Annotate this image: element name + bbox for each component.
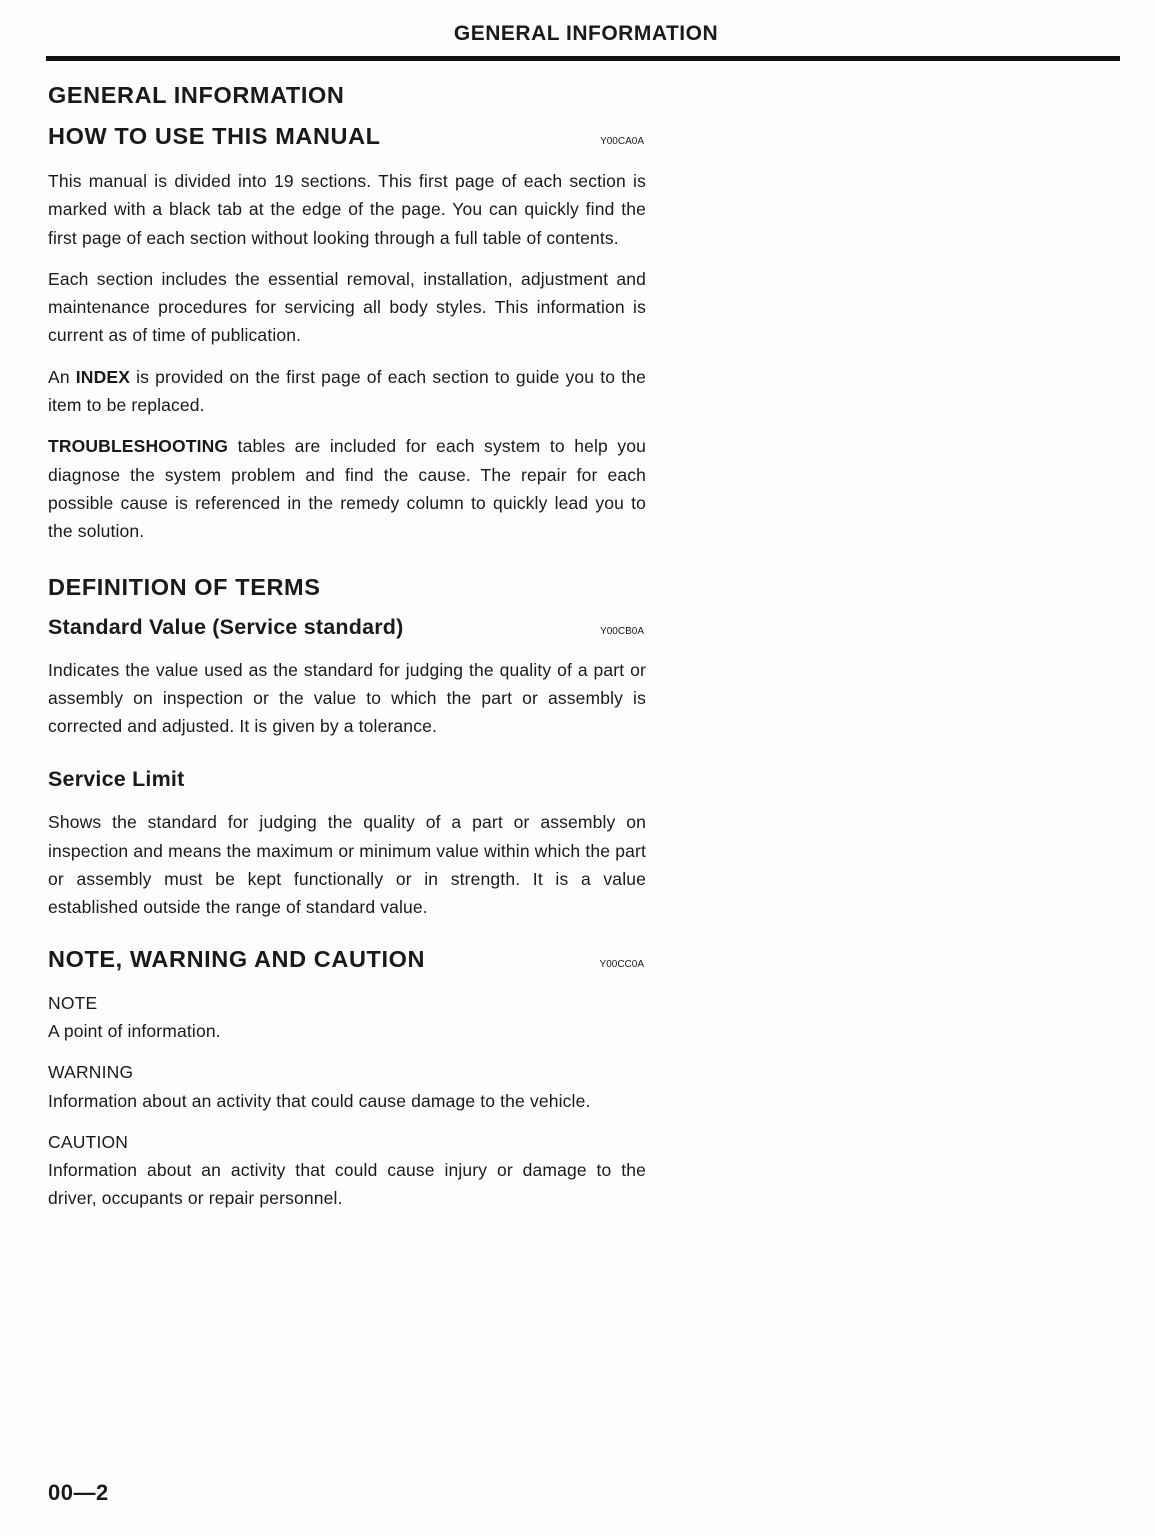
- standard-heading-row: [48, 615, 646, 640]
- troubleshooting-keyword: TROUBLESHOOTING: [48, 436, 229, 457]
- how-to-code: Y00CA0A: [600, 136, 644, 147]
- how-to-heading-row: [48, 123, 646, 150]
- standard-value-title: Standard Value (Service standard): [48, 614, 404, 639]
- note-text: A point of information.: [48, 1020, 221, 1041]
- caution-label: CAUTION: [48, 1131, 129, 1152]
- caution-text: Information about an activity that could cause injury or damage to the driver, occupants or repair personnel.: [48, 1160, 646, 1209]
- how-to-title: HOW TO USE THIS MANUAL: [48, 123, 381, 149]
- header-rule: [46, 56, 1120, 61]
- how-to-paragraph-2: Each section includes the essential removal, installation, adjustment and maintenance procedures for servicing all body styles. This information is current as of time of publication.: [48, 268, 646, 346]
- notes-title: NOTE, WARNING AND CAUTION: [48, 945, 426, 972]
- running-header: GENERAL INFORMATION: [453, 22, 719, 45]
- standard-value-text: Indicates the value used as the standard for judging the quality of a part or assembly on inspection or the value to which the part or assembly is corrected and adjusted. It is given by a tolerance.: [48, 659, 646, 737]
- notes-code: Y00CC0A: [599, 958, 644, 970]
- index-keyword: INDEX: [75, 366, 131, 387]
- note-label: NOTE: [48, 992, 98, 1013]
- how-to-paragraph-3: [48, 363, 646, 420]
- main-content: [48, 82, 646, 1213]
- definitions-title: DEFINITION OF TERMS: [48, 573, 321, 600]
- how-to-paragraph-4: [48, 432, 646, 545]
- index-rest: is provided on the first page of each section to guide you to the item to be replaced.: [48, 366, 646, 416]
- section-title: GENERAL INFORMATION: [48, 82, 345, 108]
- how-to-paragraph-1: This manual is divided into 19 sections. This first page of each section is marked with a black tab at the edge of the page. You can quickly find the first page of each section without looking through a full table of contents.: [48, 171, 646, 248]
- warning-label: WARNING: [48, 1062, 134, 1083]
- notes-heading-row: [48, 946, 646, 973]
- index-prefix: An: [48, 366, 76, 387]
- page-number: 00—2: [48, 1480, 109, 1505]
- warning-text: Information about an activity that could cause damage to the vehicle.: [48, 1090, 591, 1111]
- troubleshooting-rest: tables are included for each system to help you diagnose the system problem and find the cause. The repair for each possible cause is referenced in the remedy column to quickly lead you to the solution.: [48, 436, 646, 542]
- service-limit-title: Service Limit: [48, 767, 185, 792]
- standard-value-code: Y00CB0A: [600, 625, 644, 637]
- service-limit-text: Shows the standard for judging the quality of a part or assembly on inspection and means the maximum or minimum value within which the part or assembly must be kept functionally or in strength. It is a value established outside the range of standard value.: [48, 812, 646, 918]
